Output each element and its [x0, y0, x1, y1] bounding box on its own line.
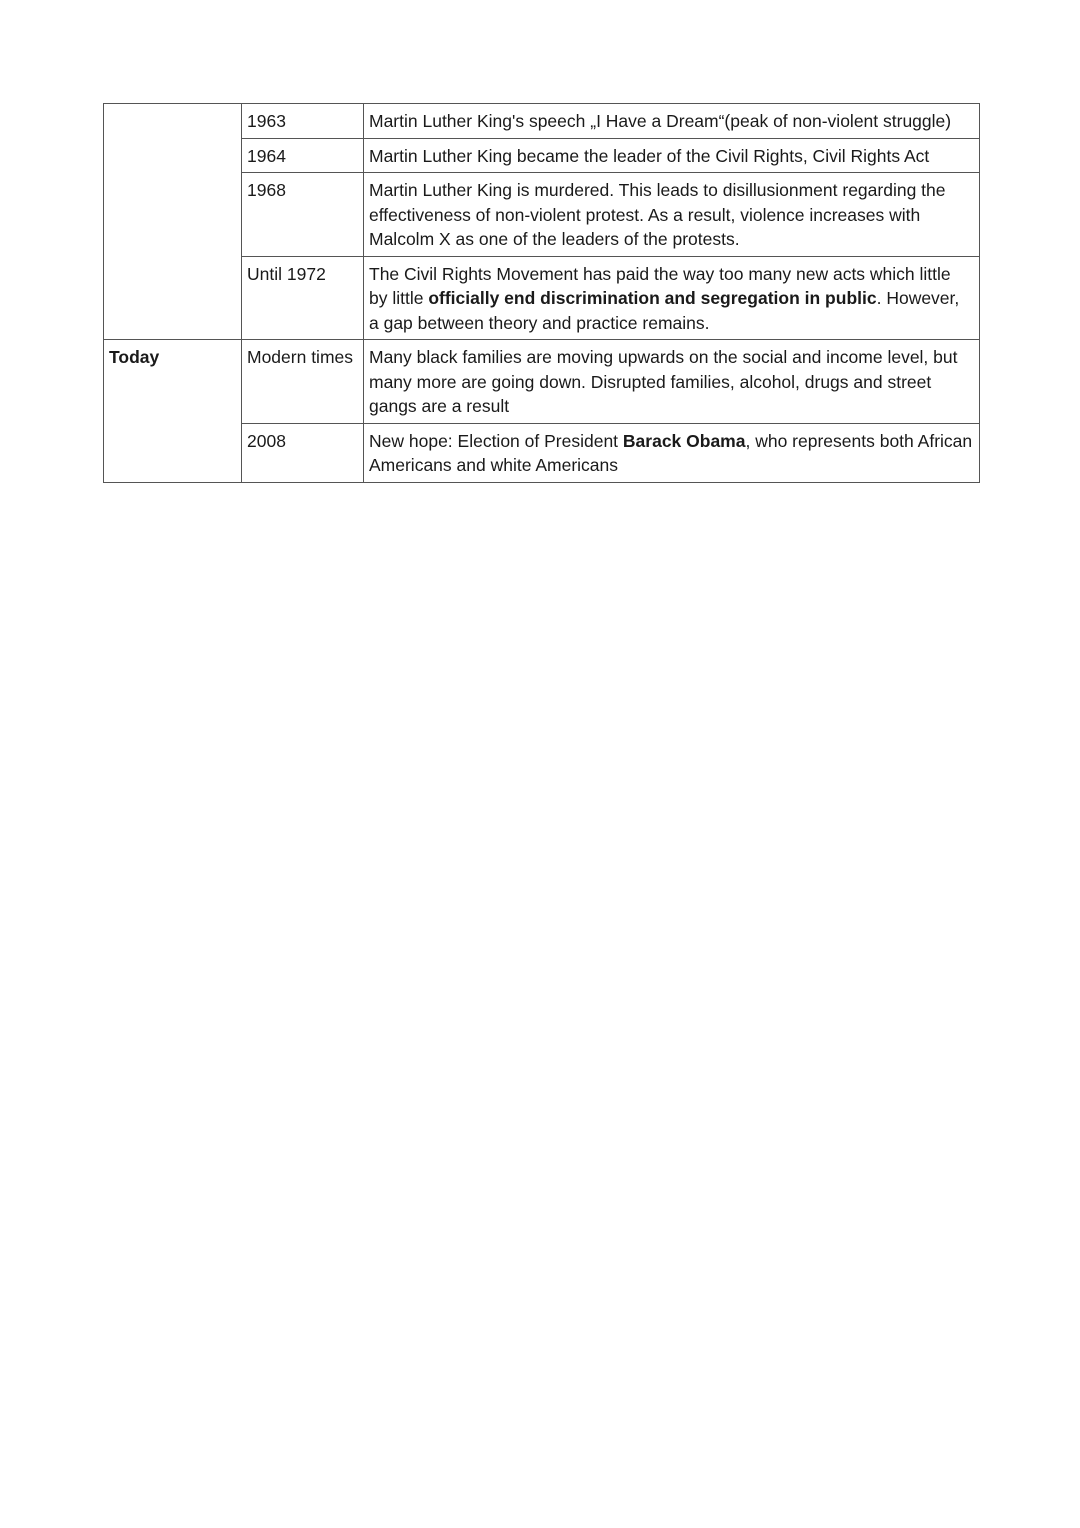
date-label: 1963: [247, 111, 286, 131]
description-cell: [364, 256, 980, 340]
description-text: Martin Luther King's speech „I Have a Dream“(peak of non-violent struggle): [369, 111, 952, 131]
date-cell: [242, 104, 364, 139]
era-cell: [104, 104, 242, 340]
date-cell: [242, 256, 364, 340]
date-label: 1968: [247, 180, 286, 200]
date-cell: [242, 138, 364, 173]
era-cell: [104, 340, 242, 483]
date-cell: [242, 340, 364, 424]
date-label: Modern times: [247, 347, 354, 367]
description-text: Martin Luther King became the leader of the Civil Rights, Civil Rights Act: [369, 145, 930, 166]
description-text: New hope: Election of President: [369, 430, 623, 451]
description-cell: [364, 423, 980, 482]
description-cell: [364, 138, 980, 173]
description-text: Many black families are moving upwards on the social and income level, but many more are going down. Disrupted families, alcohol, drugs and street gangs are a result: [369, 347, 958, 416]
description-text: . However, a gap between theory and practice remains.: [369, 288, 960, 333]
description-bold-text: officially end discrimination and segregation in public: [428, 288, 877, 308]
description-text: The Civil Rights Movement has paid the way too many new acts which little by little: [369, 263, 951, 308]
date-label: 2008: [247, 430, 286, 451]
era-label: Today: [109, 347, 160, 367]
history-timeline-table: [103, 103, 980, 483]
description-bold-text: Barack Obama: [622, 430, 746, 451]
date-cell: [242, 173, 364, 257]
description-text: , who represents both African Americans and white Americans: [369, 430, 973, 475]
description-cell: [364, 173, 980, 257]
date-cell: [242, 423, 364, 482]
table-row: [104, 104, 980, 139]
date-label: 1964: [247, 145, 286, 166]
description-cell: [364, 340, 980, 424]
description-cell: [364, 104, 980, 139]
description-text: Martin Luther King is murdered. This leads to disillusionment regarding the effectiveness of non-violent protest. As a result, violence increases with Malcolm X as one of the leaders of the protests.: [369, 180, 946, 249]
table-row: [104, 340, 980, 424]
date-label: Until 1972: [247, 263, 326, 284]
